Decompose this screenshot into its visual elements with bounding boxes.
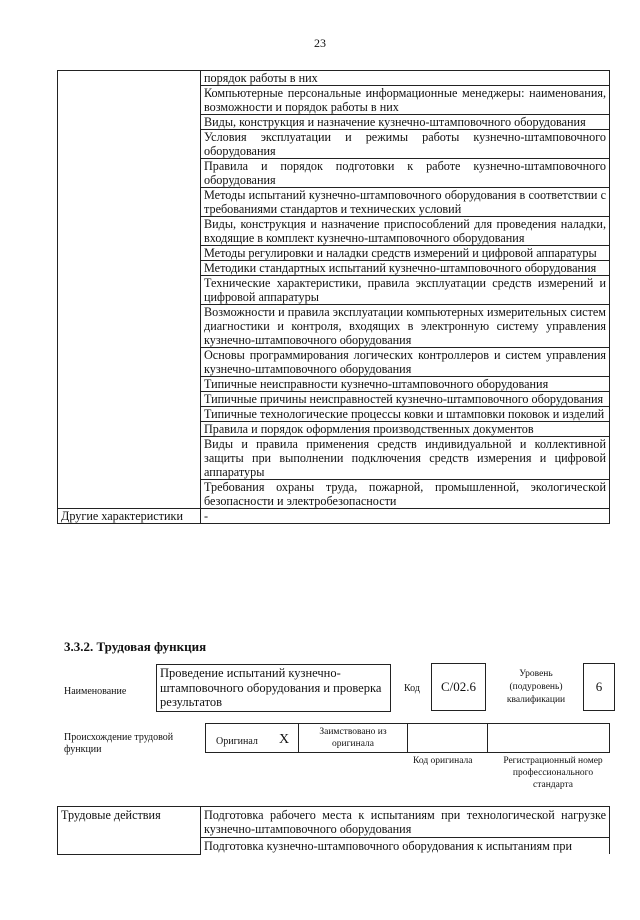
skill-item: Требования охраны труда, пожарной, промышленной, экологической безопасности и электробезопасности (201, 480, 610, 509)
level-value: 6 (595, 679, 603, 694)
orig-code-label: Код оригинала (413, 756, 473, 766)
skill-item: Возможности и правила эксплуатации компьютерных измерительных систем диагностики и контроля, входящих в электронную систему управления кузнечно-штамповочного оборудования (201, 305, 610, 348)
skill-item: Правила и порядок подготовки к работе кузнечно-штамповочного оборудования (201, 159, 610, 188)
name-label: Наименование (64, 686, 127, 697)
skill-item: Типичные неисправности кузнечно-штамповочного оборудования (201, 377, 610, 392)
original-mark: X (279, 732, 290, 747)
skills-left-cell (58, 71, 201, 509)
skill-item: Виды, конструкция и назначение кузнечно-штамповочного оборудования (201, 115, 610, 130)
other-value: - (201, 509, 610, 524)
skill-row (58, 71, 610, 86)
skill-item: Компьютерные персональные информационные менеджеры: наименования, возможности и порядок работы в них (201, 86, 610, 115)
actions-table (57, 806, 610, 855)
borrowed-label: Заимствовано из оригинала (319, 727, 387, 749)
origin-label: Происхождение трудовой функции (64, 732, 174, 755)
original-label: Оригинал (216, 736, 258, 747)
skill-item: Технические характеристики, правила эксплуатации средств измерений и цифровой аппаратуры (201, 276, 610, 305)
function-name: Проведение испытаний кузнечно-штамповочного оборудования и проверка результатов (160, 666, 382, 709)
skill-item: Типичные технологические процессы ковки и штамповки поковок и изделий (201, 407, 610, 422)
skill-item: Методы регулировки и наладки средств измерений и цифровой аппаратуры (201, 246, 610, 261)
level-label: Уровень (подуровень) квалификации (506, 669, 566, 705)
other-row (58, 509, 610, 524)
skill-item: Методы испытаний кузнечно-штамповочного оборудования в соответствии с требованиями стандартов и технических условий (201, 188, 610, 217)
reg-number-label: Регистрационный номер профессионального стандарта (503, 756, 603, 790)
skill-item: Правила и порядок оформления производственных документов (201, 422, 610, 437)
skill-item: Условия эксплуатации и режимы работы кузнечно-штамповочного оборудования (201, 130, 610, 159)
name-box (156, 664, 391, 712)
skill-item: порядок работы в них (201, 71, 610, 86)
skill-item: Методики стандартных испытаний кузнечно-штамповочного оборудования (201, 261, 610, 276)
skills-table (57, 70, 610, 524)
code-label: Код (404, 683, 420, 694)
origin-divider-1 (298, 723, 299, 753)
origin-divider-3 (487, 723, 488, 753)
skill-item: Основы программирования логических контроллеров и систем управления кузнечно-штамповочного оборудования (201, 348, 610, 377)
actions-label: Трудовые действия (58, 807, 201, 855)
skill-item: Типичные причины неисправностей кузнечно-штамповочного оборудования (201, 392, 610, 407)
level-box (583, 663, 615, 711)
section-title: 3.3.2. Трудовая функция (64, 639, 207, 654)
page-number: 23 (314, 36, 326, 50)
origin-divider-2 (407, 723, 408, 753)
skill-item: Виды и правила применения средств индивидуальной и коллективной защиты при выполнении подключения средств измерения и цифровой аппаратуры (201, 437, 610, 480)
action-item-2: Подготовка кузнечно-штамповочного оборудования к испытаниям при (201, 838, 610, 855)
code-value: C/02.6 (440, 679, 477, 694)
other-label: Другие характеристики (58, 509, 201, 524)
action-item-1: Подготовка рабочего места к испытаниям при технологической нагрузке кузнечно-штамповочного оборудования (201, 807, 610, 838)
actions-row-1 (58, 807, 610, 838)
skill-item: Виды, конструкция и назначение приспособлений для проведения наладки, входящие в комплект кузнечно-штамповочного оборудования (201, 217, 610, 246)
code-box (431, 663, 486, 711)
